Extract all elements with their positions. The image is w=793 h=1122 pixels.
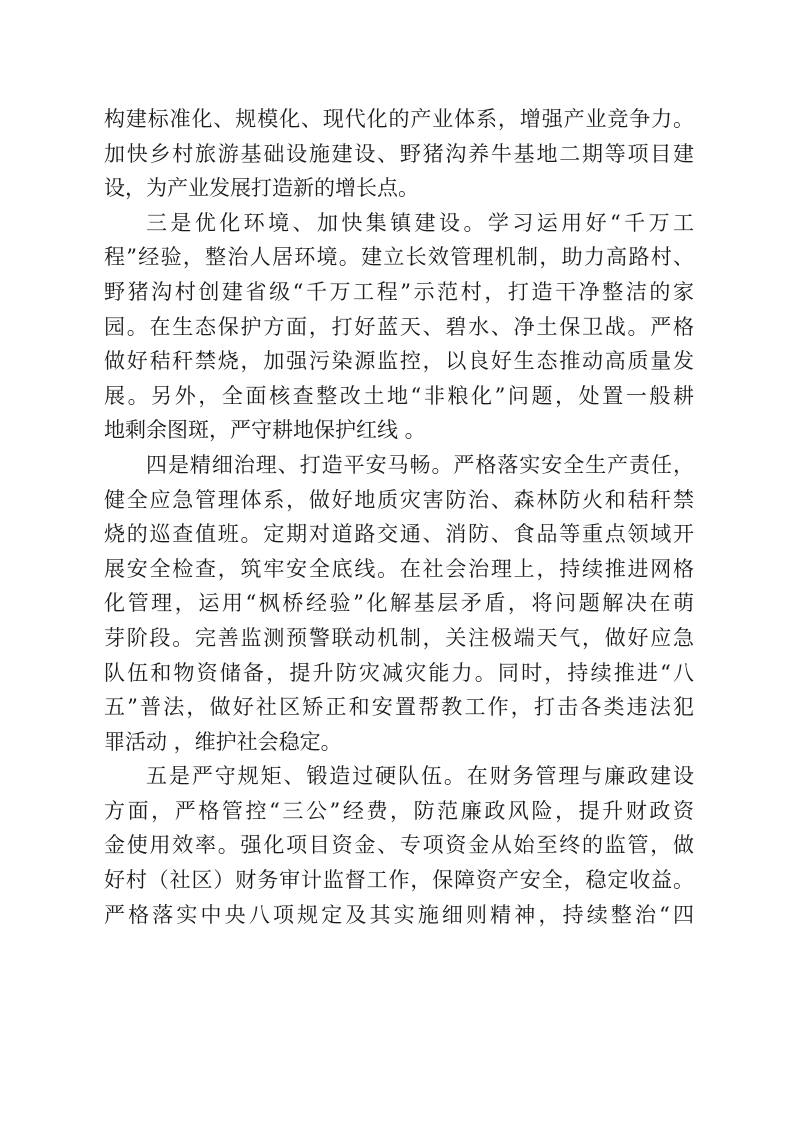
paragraph-line: 健全应急管理体系，做好地质灾害防治、森林防火和秸秆禁	[104, 487, 694, 512]
paragraph-line: 五”普法，做好社区矫正和安置帮教工作，打击各类违法犯	[104, 695, 694, 720]
paragraph-line: 好村（社区）财务审计监督工作，保障资产安全，稳定收益。	[104, 868, 694, 893]
paragraph-line: 三是优化环境、加快集镇建设。学习运用好“千万工	[146, 210, 694, 235]
paragraph-line: 地剩余图斑，严守耕地保护红线 。	[104, 418, 426, 443]
paragraph-line: 野猪沟村创建省级“千万工程”示范村，打造干净整洁的家	[104, 279, 694, 304]
paragraph-discipline	[104, 759, 694, 932]
paragraph-line: 化管理，运用“枫桥经验”化解基层矛盾，将问题解决在萌	[104, 591, 694, 616]
paragraph-line: 烧的巡查值班。定期对道路交通、消防、食品等重点领域开	[104, 522, 694, 547]
paragraph-line: 展。另外，全面核查整改土地“非粮化”问题，处置一般耕	[104, 383, 694, 408]
paragraph-governance	[104, 448, 694, 759]
paragraph-line: 芽阶段。完善监测预警联动机制，关注极端天气，做好应急	[104, 625, 694, 650]
paragraph-line: 罪活动 ，维护社会稳定。	[104, 729, 342, 754]
paragraph-line: 加快乡村旅游基础设施建设、野猪沟养牛基地二期等项目建	[104, 141, 694, 166]
paragraph-line: 队伍和物资储备，提升防灾减灾能力。同时，持续推进“八	[104, 660, 694, 685]
paragraph-line: 金使用效率。强化项目资金、专项资金从始至终的监管，做	[104, 833, 694, 858]
paragraph-line: 四是精细治理、打造平安马畅。严格落实安全生产责任，	[146, 452, 694, 477]
paragraph-line: 程”经验，整治人居环境。建立长效管理机制，助力高路村、	[104, 245, 694, 270]
paragraph-line: 严格落实中央八项规定及其实施细则精神，持续整治“四	[104, 902, 694, 927]
paragraph-line: 构建标准化、规模化、现代化的产业体系，增强产业竞争力。	[104, 107, 694, 131]
paragraph-line: 做好秸秆禁烧，加强污染源监控，以良好生态推动高质量发	[104, 349, 694, 374]
paragraph-industry-continuation	[104, 102, 694, 206]
paragraph-environment	[104, 206, 694, 448]
paragraph-line: 园。在生态保护方面，打好蓝天、碧水、净土保卫战。严格	[104, 314, 694, 339]
paragraph-line: 设，为产业发展打造新的增长点。	[104, 176, 419, 201]
paragraph-line: 展安全检查，筑牢安全底线。在社会治理上，持续推进网格	[104, 556, 694, 581]
document-body	[104, 102, 694, 932]
paragraph-line: 方面，严格管控“三公”经费，防范廉政风险，提升财政资	[104, 798, 694, 823]
paragraph-line: 五是严守规矩、锻造过硬队伍。在财务管理与廉政建设	[146, 764, 694, 789]
